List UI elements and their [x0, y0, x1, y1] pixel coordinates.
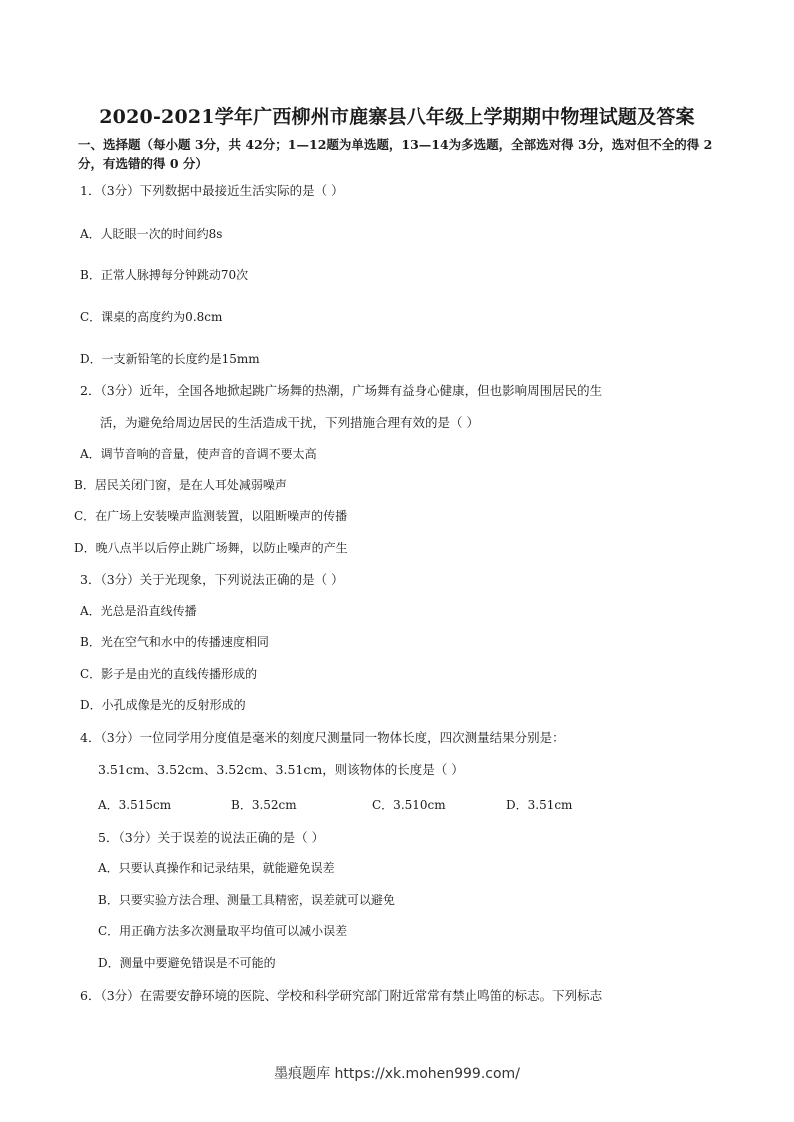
question-4-stem-line2: 3.51cm、3.52cm、3.52cm、3.51cm，则该物体的长度是（ ）: [98, 762, 464, 777]
question-2-option-b: B．居民关闭门窗，是在人耳处减弱噪声: [74, 478, 287, 492]
question-5-option-d: D．测量中要避免错误是不可能的: [98, 956, 276, 970]
question-5-option-b: B．只要实验方法合理、测量工具精密，误差就可以避免: [98, 893, 395, 907]
question-1-option-b: B．正常人脉搏每分钟跳动70次: [80, 268, 249, 282]
question-5-option-c: C．用正确方法多次测量取平均值可以减小误差: [98, 924, 348, 938]
question-1-option-a: A．人眨眼一次的时间约8s: [80, 227, 223, 241]
question-2-stem-line1: 2．（3分）近年，全国各地掀起跳广场舞的热潮，广场舞有益身心健康，但也影响周围居民的生: [80, 383, 603, 398]
question-5-option-a: A．只要认真操作和记录结果，就能避免误差: [98, 861, 335, 875]
question-4-option-b: B．3.52cm: [231, 798, 297, 812]
question-4-option-c: C．3.510cm: [372, 798, 446, 812]
question-5-stem: 5．（3分）关于误差的说法正确的是（ ）: [98, 830, 325, 845]
question-3-option-a: A．光总是沿直线传播: [80, 604, 197, 618]
question-2-stem-line2: 活，为避免给周边居民的生活造成干扰，下列措施合理有效的是（ ）: [100, 415, 479, 430]
question-3-option-b: B．光在空气和水中的传播速度相同: [80, 635, 269, 649]
footer-watermark: 墨痕题库 https://xk.mohen999.com/: [274, 1066, 520, 1082]
question-2-option-a: A．调节音响的音量，使声音的音调不要太高: [80, 447, 317, 461]
question-6-stem: 6．（3分）在需要安静环境的医院、学校和科学研究部门附近常常有禁止鸣笛的标志。下列标志: [80, 988, 603, 1003]
question-4-option-d: D．3.51cm: [506, 798, 573, 812]
question-4-stem-line1: 4．（3分）一位同学用分度值是毫米的刻度尺测量同一物体长度，四次测量结果分别是：: [80, 730, 565, 745]
section-heading: 一、选择题（每小题 3分，共 42分；1—12题为单选题，13—14为多选题，全部选对得 3分，选对但不全的得 2 分，有选错的得 0 分）: [78, 137, 713, 171]
question-1-option-d: D．一支新铅笔的长度约是15mm: [80, 352, 260, 366]
question-1-stem: 1．（3分）下列数据中最接近生活实际的是（ ）: [80, 183, 344, 198]
question-1-option-c: C．课桌的高度约为0.8cm: [80, 310, 223, 324]
question-3-option-c: C．影子是由光的直线传播形成的: [80, 667, 258, 681]
page-title: 2020-2021学年广西柳州市鹿寨县八年级上学期期中物理试题及答案: [99, 106, 695, 128]
question-3-option-d: D．小孔成像是光的反射形成的: [80, 698, 246, 712]
question-3-stem: 3．（3分）关于光现象，下列说法正确的是（ ）: [80, 572, 344, 587]
question-2-option-c: C．在广场上安装噪声监测装置，以阻断噪声的传播: [74, 509, 348, 523]
question-4-option-a: A．3.515cm: [98, 798, 172, 812]
question-2-option-d: D．晚八点半以后停止跳广场舞，以防止噪声的产生: [74, 541, 348, 555]
